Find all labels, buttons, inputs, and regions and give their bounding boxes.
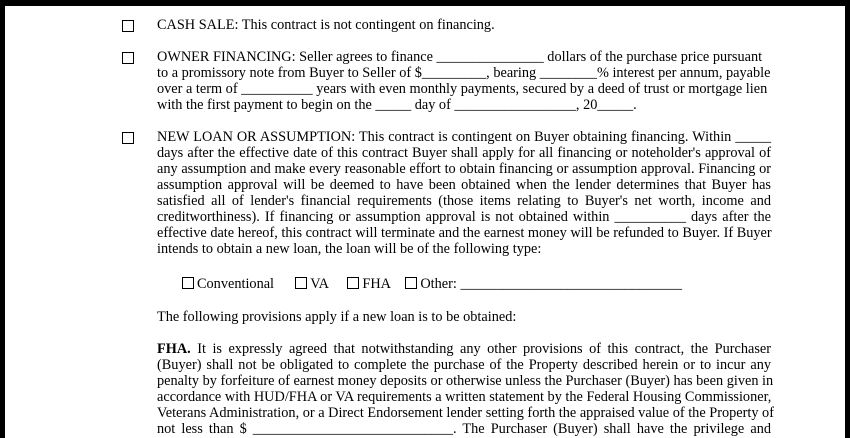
conventional-checkbox[interactable] (182, 277, 194, 289)
owner-financing-checkbox[interactable] (122, 52, 134, 64)
owner-financing-line: to a promissory note from Buyer to Seller of $_________, bearing ________% interest per annum, payable (157, 65, 771, 81)
fha-clause-line (157, 341, 771, 357)
other-label: Other: _______________________________ (420, 276, 683, 292)
fha-clause-paragraph (157, 341, 774, 437)
new-loan-line: days after the effective date of this contract Buyer shall apply for all financing or noteholder's approval of (157, 145, 771, 161)
fha-clause-first-line: FHA. (157, 341, 191, 357)
new-loan-line: any assumption and make every reasonable effort to obtain financing or assumption approval. Financing or (157, 161, 771, 177)
owner-financing-line: OWNER FINANCING: Seller agrees to finance _______________ dollars of the purchase price pursuant (157, 49, 763, 65)
new-loan-line: creditworthiness). If financing or assumption approval is not obtained within __________ days after the (157, 209, 771, 225)
fha-clause-line: accordance with HUD/FHA or VA requirements a written statement by the Federal Housing Commissioner, (157, 389, 772, 405)
conventional-label: Conventional (197, 276, 275, 292)
fha-clause-first-line-rest: It is expressly agreed that notwithstanding any other provisions of this contract, the Purchaser (190, 341, 771, 357)
va-checkbox[interactable] (295, 277, 307, 289)
owner-financing-line: over a term of __________ years with even monthly payments, secured by a deed of trust or mortgage lien (157, 81, 768, 97)
provisions-intro: The following provisions apply if a new loan is to be obtained: (157, 309, 517, 325)
cash-sale-checkbox[interactable] (122, 20, 134, 32)
new-loan-paragraph (157, 129, 771, 257)
fha-clause-line: Veterans Administration, or a Direct Endorsement lender setting forth the appraised value of the Property of (157, 405, 774, 421)
fha-clause-line: not less than $ ____________________________. The Purchaser (Buyer) shall have the privilege and (157, 421, 771, 437)
owner-financing-line: with the first payment to begin on the _____ day of _________________, 20_____. (157, 97, 637, 113)
va-label: VA (310, 276, 329, 292)
fha-checkbox[interactable] (347, 277, 359, 289)
new-loan-line: intends to obtain a new loan, the loan will be of the following type: (157, 241, 542, 257)
cash-sale-text: CASH SALE: This contract is not contingent on financing. (157, 17, 495, 33)
loan-type-options (182, 276, 682, 292)
new-loan-checkbox[interactable] (122, 132, 134, 144)
new-loan-line: NEW LOAN OR ASSUMPTION: This contract is contingent on Buyer obtaining financing. Within _____ (157, 129, 771, 145)
fha-label: FHA (362, 276, 391, 292)
other-checkbox[interactable] (405, 277, 417, 289)
fha-clause-line: (Buyer) shall not be obligated to complete the purchase of the Property described herein or to incur any (157, 357, 771, 373)
owner-financing-paragraph (157, 49, 771, 113)
new-loan-line: satisfied all of lender's financial requirements (those items relating to Buyer's net worth, income and (157, 193, 771, 209)
fha-clause-line: penalty by forfeiture of earnest money deposits or otherwise unless the Purchaser (Buyer) has been given in (157, 373, 774, 389)
new-loan-line: effective date hereof, this contract will terminate and the earnest money will be refunded to Buyer. If Buyer (157, 225, 772, 241)
new-loan-line: assumption approval will be deemed to have been obtained when the lender determines that Buyer has (157, 177, 771, 193)
